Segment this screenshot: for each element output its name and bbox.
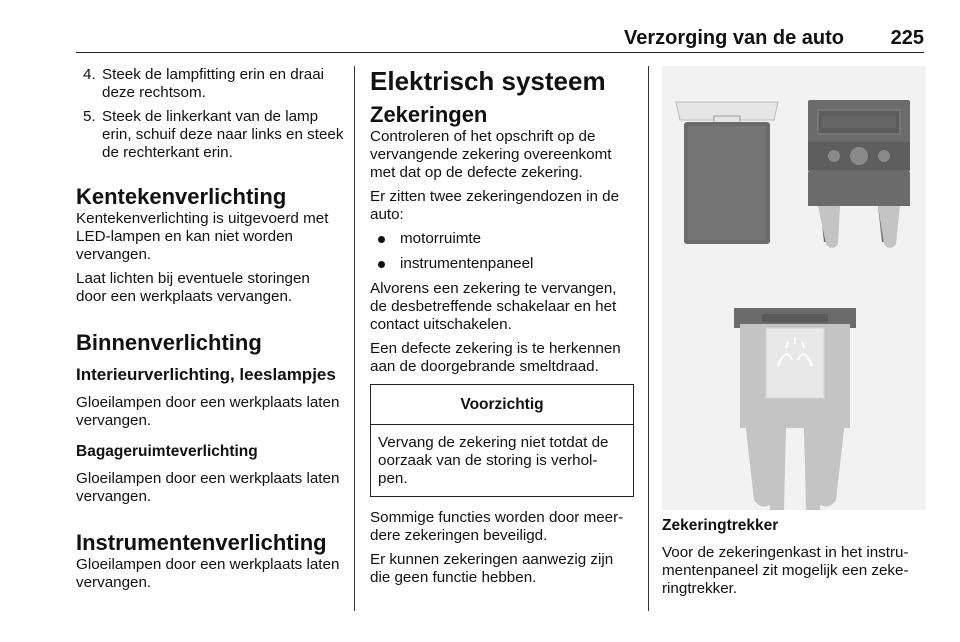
heading-zekeringtrekker: Zekeringtrekker bbox=[662, 517, 779, 534]
heading-kentekenverlichting: Kentekenverlichting bbox=[76, 184, 287, 209]
paragraph: Gloeilampen door een werkplaats laten vervangen. bbox=[76, 470, 340, 505]
paragraph: Kentekenverlichting is uitgevoerd met LED-lampen en kan niet worden vervangen. bbox=[76, 210, 329, 263]
column-right bbox=[662, 516, 926, 604]
paragraph: Er zitten twee zekeringendozen in de auto: bbox=[370, 188, 620, 223]
fuse-side-view-icon bbox=[676, 102, 778, 244]
caution-body bbox=[371, 425, 633, 496]
column-divider bbox=[648, 66, 649, 611]
caution-title: Voorzichtig bbox=[371, 385, 633, 425]
paragraph: Gloeilampen door een werkplaats laten vervangen. bbox=[76, 556, 340, 591]
paragraph: Laat lichten bij eventuele storingen door een werkplaats vervangen. bbox=[76, 270, 310, 305]
mini-fuse-icon bbox=[734, 308, 856, 510]
list-item: instrumentenpaneel bbox=[370, 255, 634, 273]
header-title: Verzorging van de auto bbox=[623, 27, 844, 49]
column-divider bbox=[354, 66, 355, 611]
heading-elektrisch-systeem: Elektrisch systeem bbox=[370, 66, 606, 96]
paragraph: Alvorens een zekering te vervangen, de desbetreffende schakelaar en het contact uitschakelen. bbox=[370, 280, 617, 333]
paragraph: Sommige functies worden door meer-dere zekeringen beveiligd. bbox=[370, 509, 624, 544]
bullet-list bbox=[370, 230, 634, 273]
paragraph: Er kunnen zekeringen aanwezig zijn die geen functie hebben. bbox=[370, 551, 614, 586]
heading-binnenverlichting: Binnenverlichting bbox=[76, 330, 262, 355]
list-item: 4. Steek de lampfitting erin en draai deze rechtsom. bbox=[83, 66, 325, 101]
subheading-bagageruimteverlichting: Bagageruimteverlichting bbox=[76, 443, 258, 460]
paragraph: Een defecte zekering is te herkennen aan de doorgebrande smeltdraad. bbox=[370, 340, 621, 375]
fuse-front-view-icon bbox=[808, 100, 910, 248]
bullet-icon bbox=[378, 236, 385, 243]
bullet-icon bbox=[378, 261, 385, 268]
paragraph: Controleren of het opschrift op de vervangende zekering overeenkomt met dat op de defecte zekering. bbox=[370, 128, 612, 181]
list-item: motorruimte bbox=[370, 230, 634, 248]
column-middle bbox=[370, 66, 634, 593]
paragraph: Gloeilampen door een werkplaats laten vervangen. bbox=[76, 394, 340, 429]
heading-instrumentenverlichting: Instrumentenverlichting bbox=[76, 530, 327, 555]
step-list bbox=[76, 66, 344, 162]
page-number: 225 bbox=[890, 27, 924, 49]
fuse-illustration bbox=[662, 66, 926, 510]
caution-text: Vervang de zekering niet totdat de oorzaak van de storing is verhol-pen. bbox=[378, 434, 609, 487]
subheading-interieurverlichting: Interieurverlichting, leeslampjes bbox=[76, 365, 336, 384]
paragraph: Voor de zekeringenkast in het instru-mentenpaneel zit mogelijk een zeke-ringtrekker. bbox=[662, 544, 909, 597]
page-header bbox=[76, 26, 924, 53]
subheading-zekeringen: Zekeringen bbox=[370, 102, 488, 127]
column-left bbox=[76, 66, 344, 598]
caution-box bbox=[370, 384, 634, 497]
fuse-drawing bbox=[662, 66, 926, 510]
list-item: 5. Steek de linkerkant van de lamp erin, schuif deze naar links en steek de rechterkant erin. bbox=[83, 108, 344, 161]
